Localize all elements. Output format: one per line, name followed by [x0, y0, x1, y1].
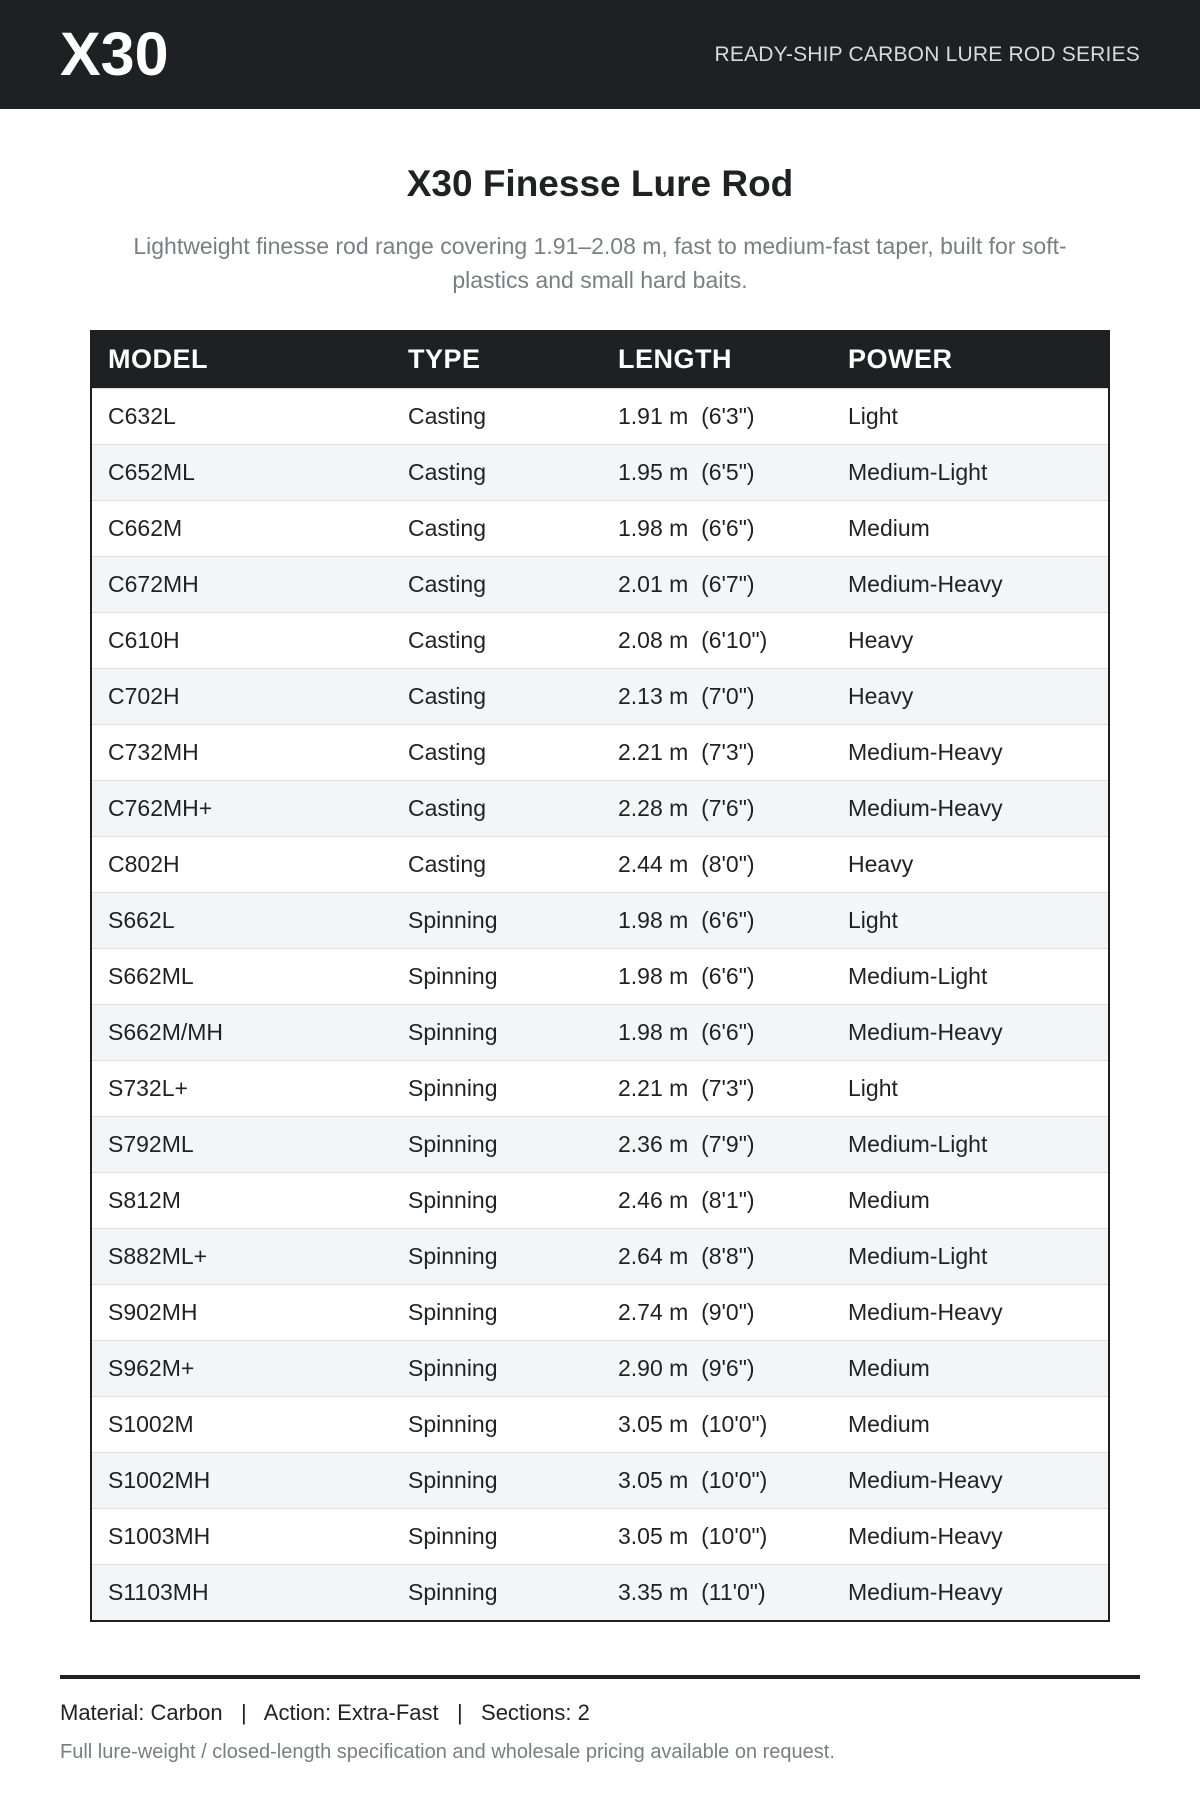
cell-length: 3.05 m (10'0"): [602, 1508, 832, 1564]
cell-model: S662M/MH: [92, 1004, 392, 1060]
cell-type: Spinning: [392, 1060, 602, 1116]
spec-table-header: [92, 332, 1108, 388]
cell-power: Medium: [832, 1396, 1108, 1452]
cell-model: S662ML: [92, 948, 392, 1004]
table-row: [92, 1452, 1108, 1508]
table-row: [92, 1564, 1108, 1620]
cell-power: Medium-Heavy: [832, 780, 1108, 836]
cell-model: S882ML+: [92, 1228, 392, 1284]
spec-table: [92, 332, 1108, 1620]
cell-length: 2.01 m (6'7"): [602, 556, 832, 612]
cell-type: Spinning: [392, 1116, 602, 1172]
cell-power: Medium-Heavy: [832, 1508, 1108, 1564]
cell-power: Light: [832, 388, 1108, 444]
table-row: [92, 444, 1108, 500]
cell-model: C732MH: [92, 724, 392, 780]
cell-type: Spinning: [392, 1340, 602, 1396]
cell-length: 2.08 m (6'10"): [602, 612, 832, 668]
cell-length: 2.74 m (9'0"): [602, 1284, 832, 1340]
cell-type: Spinning: [392, 948, 602, 1004]
column-header-type: TYPE: [408, 344, 481, 375]
cell-power: Heavy: [832, 668, 1108, 724]
table-row: [92, 500, 1108, 556]
cell-length: 2.21 m (7'3"): [602, 724, 832, 780]
cell-model: C610H: [92, 612, 392, 668]
cell-type: Spinning: [392, 1228, 602, 1284]
cell-model: C802H: [92, 836, 392, 892]
cell-type: Casting: [392, 500, 602, 556]
table-row: [92, 1340, 1108, 1396]
cell-length: 2.64 m (8'8"): [602, 1228, 832, 1284]
cell-power: Medium: [832, 1172, 1108, 1228]
cell-length: 3.05 m (10'0"): [602, 1452, 832, 1508]
cell-length: 1.98 m (6'6"): [602, 1004, 832, 1060]
table-row: [92, 668, 1108, 724]
cell-power: Medium-Light: [832, 948, 1108, 1004]
cell-length: 1.98 m (6'6"): [602, 948, 832, 1004]
cell-model: C762MH+: [92, 780, 392, 836]
cell-power: Medium-Light: [832, 444, 1108, 500]
cell-model: C672MH: [92, 556, 392, 612]
cell-length: 1.95 m (6'5"): [602, 444, 832, 500]
cell-length: 2.44 m (8'0"): [602, 836, 832, 892]
cell-model: C652ML: [92, 444, 392, 500]
table-row: [92, 1508, 1108, 1564]
table-row: [92, 724, 1108, 780]
table-row: [92, 612, 1108, 668]
table-row: [92, 836, 1108, 892]
cell-type: Casting: [392, 724, 602, 780]
cell-type: Spinning: [392, 1452, 602, 1508]
column-header-length: LENGTH: [618, 344, 732, 375]
cell-power: Medium-Heavy: [832, 1004, 1108, 1060]
column-header-power: POWER: [848, 344, 953, 375]
cell-length: 2.28 m (7'6"): [602, 780, 832, 836]
table-row: [92, 1396, 1108, 1452]
table-row: [92, 948, 1108, 1004]
cell-type: Spinning: [392, 1508, 602, 1564]
cell-type: Casting: [392, 556, 602, 612]
spec-table-container: [90, 330, 1110, 1622]
cell-power: Heavy: [832, 836, 1108, 892]
cell-length: 2.46 m (8'1"): [602, 1172, 832, 1228]
cell-power: Medium-Light: [832, 1116, 1108, 1172]
cell-model: S902MH: [92, 1284, 392, 1340]
cell-type: Casting: [392, 836, 602, 892]
table-row: [92, 1228, 1108, 1284]
table-row: [92, 556, 1108, 612]
column-header-model: MODEL: [108, 344, 208, 375]
cell-type: Spinning: [392, 1004, 602, 1060]
cell-type: Casting: [392, 444, 602, 500]
cell-power: Medium-Heavy: [832, 1564, 1108, 1620]
cell-length: 2.36 m (7'9"): [602, 1116, 832, 1172]
cell-model: C632L: [92, 388, 392, 444]
table-row: [92, 1004, 1108, 1060]
table-row: [92, 1284, 1108, 1340]
header-row: [92, 332, 1108, 388]
cell-model: S732L+: [92, 1060, 392, 1116]
cell-type: Spinning: [392, 892, 602, 948]
cell-type: Spinning: [392, 1564, 602, 1620]
cell-power: Medium-Heavy: [832, 556, 1108, 612]
cell-model: S1003MH: [92, 1508, 392, 1564]
cell-power: Medium: [832, 500, 1108, 556]
cell-power: Medium-Light: [832, 1228, 1108, 1284]
cell-model: S792ML: [92, 1116, 392, 1172]
cell-power: Heavy: [832, 612, 1108, 668]
table-row: [92, 1060, 1108, 1116]
top-header-bar: [0, 0, 1200, 109]
table-row: [92, 892, 1108, 948]
cell-power: Medium-Heavy: [832, 1284, 1108, 1340]
cell-length: 1.91 m (6'3"): [602, 388, 832, 444]
cell-model: S812M: [92, 1172, 392, 1228]
footer-divider: [60, 1675, 1140, 1679]
table-row: [92, 388, 1108, 444]
spec-table-body: [92, 388, 1108, 1620]
cell-type: Casting: [392, 780, 602, 836]
cell-power: Medium: [832, 1340, 1108, 1396]
table-row: [92, 1172, 1108, 1228]
page-subtitle: Lightweight finesse rod range covering 1.91–2.08 m, fast to medium-fast taper, built for soft-plastics and small hard baits.: [133, 233, 1067, 294]
footer-note: Full lure-weight / closed-length specification and wholesale pricing available on request.: [60, 1741, 835, 1763]
footer-specs: Material: Carbon | Action: Extra-Fast | Sections: 2: [60, 1700, 590, 1725]
cell-model: S1103MH: [92, 1564, 392, 1620]
cell-model: S1002M: [92, 1396, 392, 1452]
cell-length: 1.98 m (6'6"): [602, 500, 832, 556]
cell-length: 3.05 m (10'0"): [602, 1396, 832, 1452]
cell-length: 3.35 m (11'0"): [602, 1564, 832, 1620]
cell-power: Medium-Heavy: [832, 1452, 1108, 1508]
table-row: [92, 1116, 1108, 1172]
cell-power: Light: [832, 1060, 1108, 1116]
cell-type: Spinning: [392, 1396, 602, 1452]
cell-model: S1002MH: [92, 1452, 392, 1508]
cell-model: S662L: [92, 892, 392, 948]
cell-length: 2.21 m (7'3"): [602, 1060, 832, 1116]
cell-power: Medium-Heavy: [832, 724, 1108, 780]
cell-length: 1.98 m (6'6"): [602, 892, 832, 948]
cell-length: 2.13 m (7'0"): [602, 668, 832, 724]
cell-type: Spinning: [392, 1284, 602, 1340]
cell-type: Casting: [392, 612, 602, 668]
page-title: X30 Finesse Lure Rod: [406, 163, 794, 204]
cell-model: S962M+: [92, 1340, 392, 1396]
cell-model: C702H: [92, 668, 392, 724]
cell-type: Casting: [392, 388, 602, 444]
cell-type: Spinning: [392, 1172, 602, 1228]
series-label: READY-SHIP CARBON LURE ROD SERIES: [714, 42, 1140, 66]
cell-model: C662M: [92, 500, 392, 556]
cell-type: Casting: [392, 668, 602, 724]
cell-length: 2.90 m (9'6"): [602, 1340, 832, 1396]
brand-logo: X30: [60, 20, 169, 88]
table-row: [92, 780, 1108, 836]
cell-power: Light: [832, 892, 1108, 948]
